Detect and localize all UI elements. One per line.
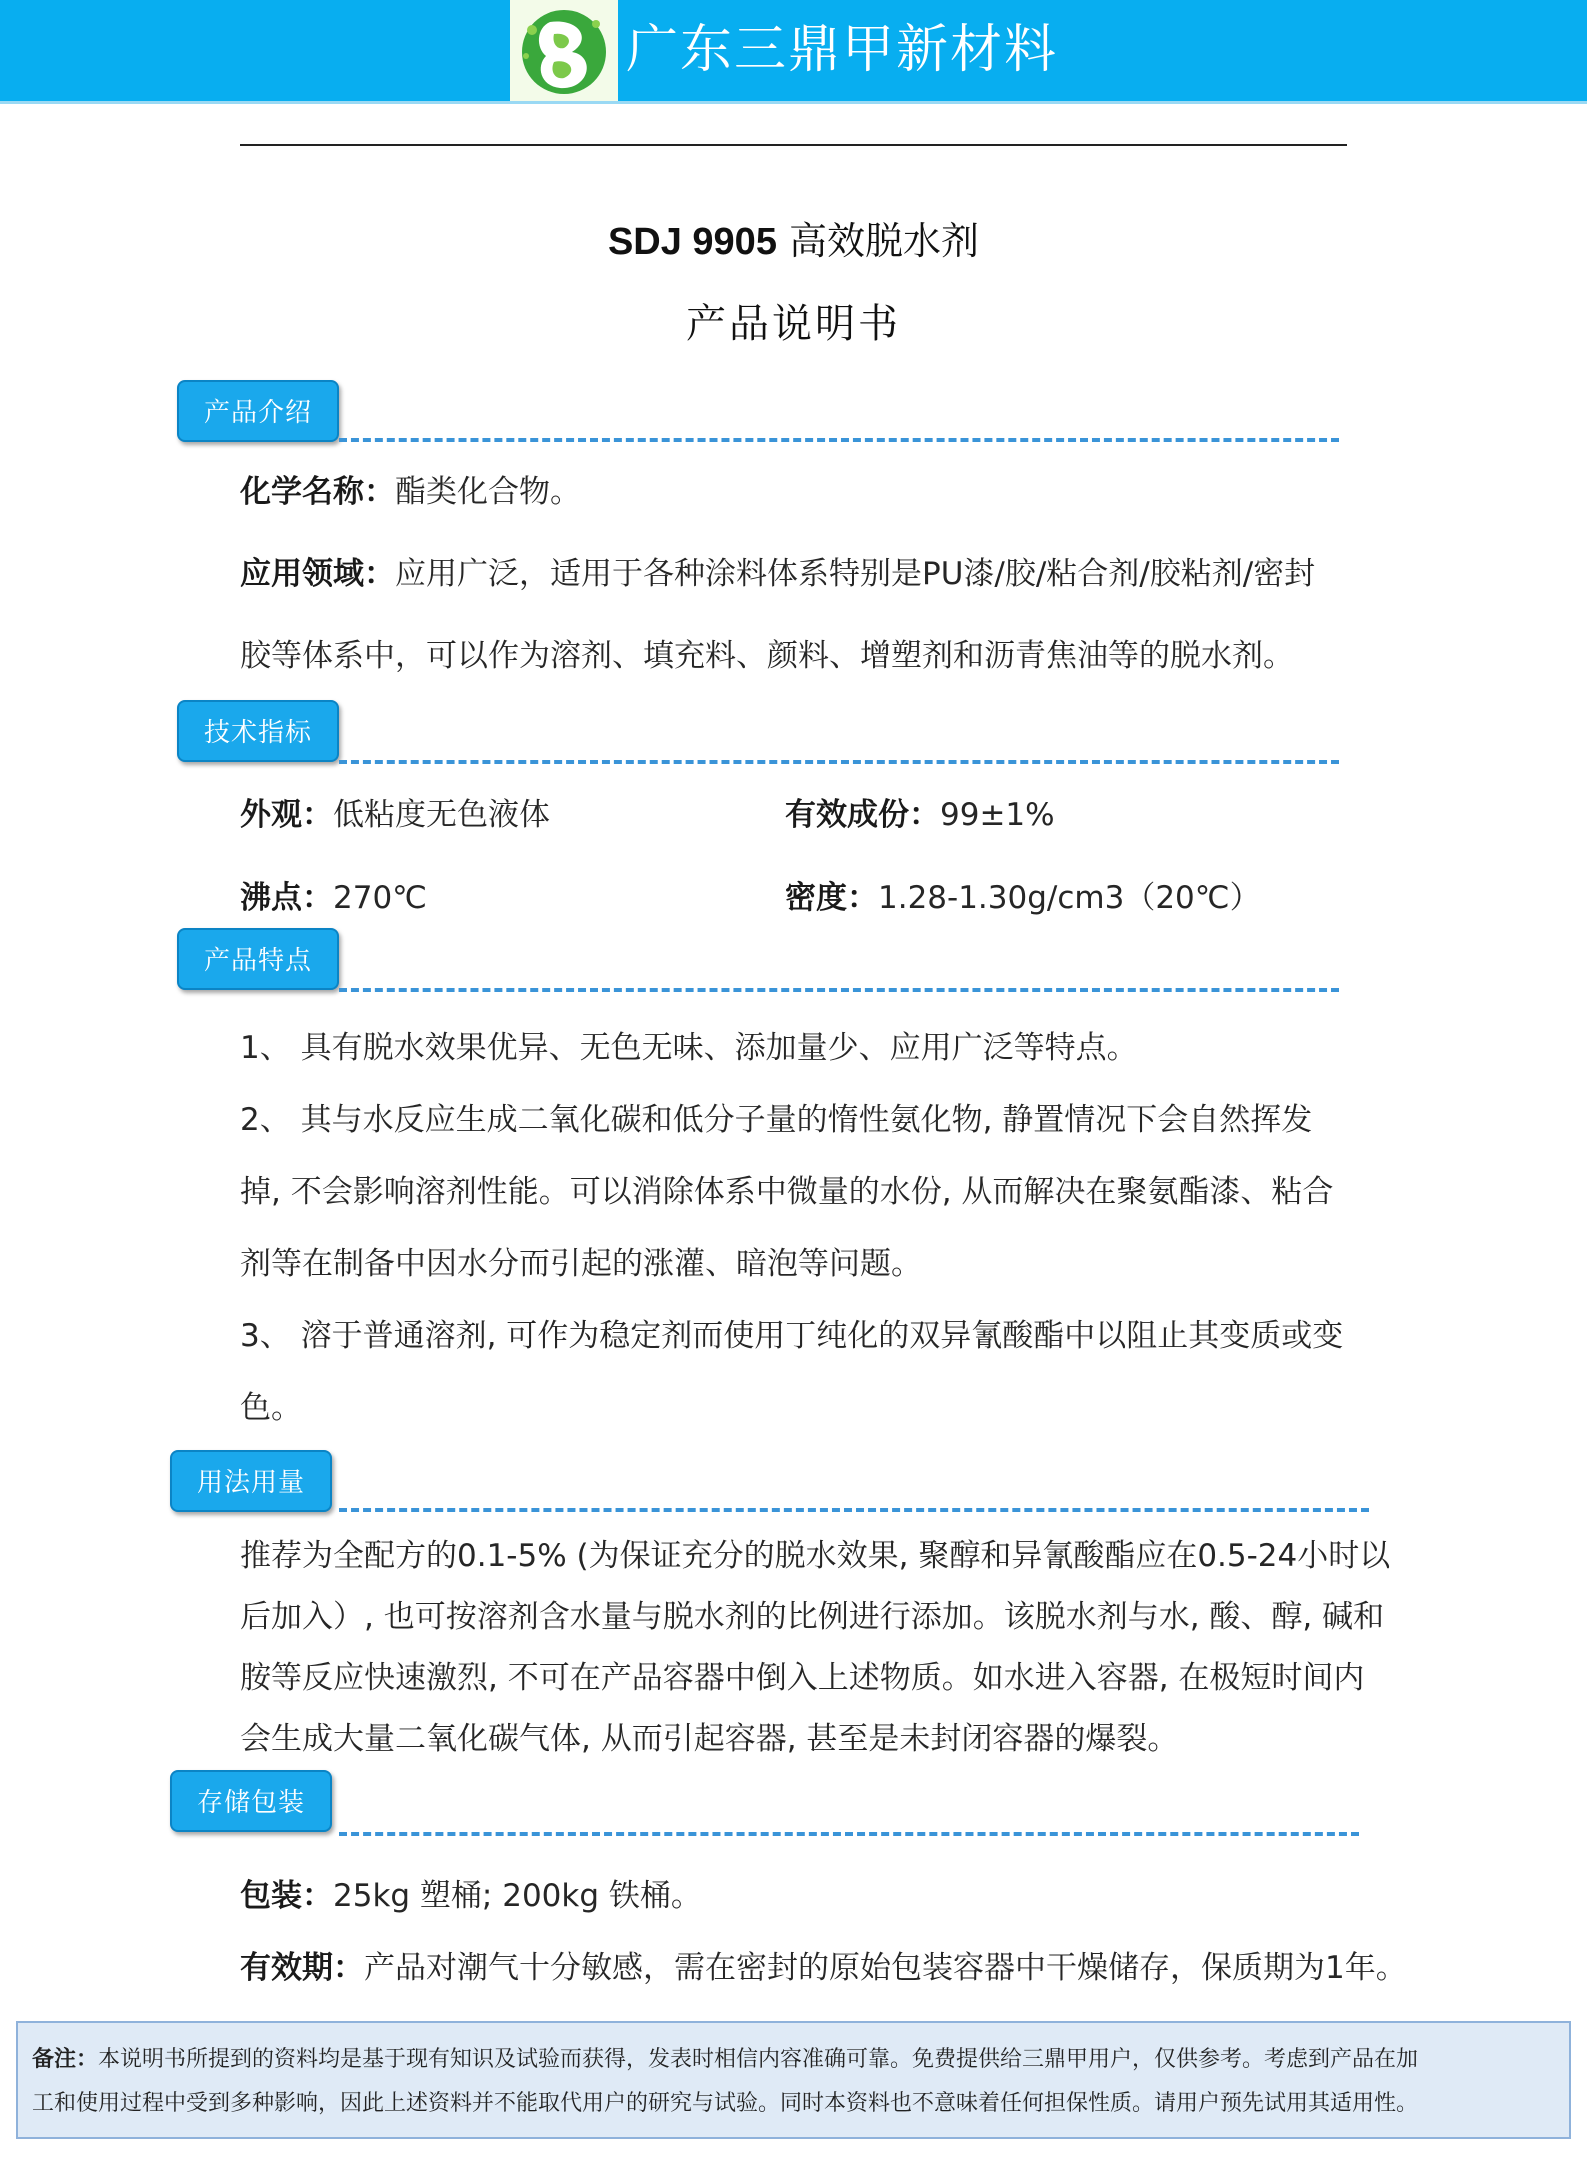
shelf-life-value: 产品对潮气十分敏感，需在密封的原始包装容器中干燥储存，保质期为1年。 [364,1950,1407,1986]
feature-3-line-1: 3、 溶于普通溶剂, 可作为稳定剂而使用丁纯化的双异氰酸酯中以阻止其变质或变 [240,1318,1344,1354]
application-line-2: 胶等体系中，可以作为溶剂、填充料、颜料、增塑剂和沥青焦油等的脱水剂。 [240,638,1294,674]
document-subtitle: 产品说明书 [686,301,901,347]
note-label: 备注： [32,2046,99,2072]
packaging-label: 包装： [240,1878,333,1914]
feature-2-line-3: 剂等在制备中因水分而引起的涨灌、暗泡等问题。 [240,1246,922,1282]
density-label: 密度： [785,880,878,916]
section-divider-usage [339,1508,1369,1512]
usage-line-4: 会生成大量二氧化碳气体, 从而引起容器, 甚至是未封闭容器的爆裂。 [240,1721,1179,1757]
usage-line-1: 推荐为全配方的0.1-5% (为保证充分的脱水效果, 聚醇和异氰酸酯应在0.5-24小时以 [240,1538,1391,1574]
usage-line-2: 后加入）, 也可按溶剂含水量与脱水剂的比例进行添加。该脱水剂与水, 酸、醇, 碱和 [240,1599,1385,1635]
active-content-label: 有效成份： [785,797,940,833]
application-label: 应用领域： [240,556,395,592]
shelf-life-label: 有效期： [240,1950,364,1986]
section-tag-features: 产品特点 [177,928,339,990]
product-code: SDJ 9905 [607,221,777,263]
section-divider-specs [339,760,1339,764]
section-divider-storage [339,1832,1359,1836]
spec-boiling-point [240,872,427,917]
feature-2-line-2: 掉, 不会影响溶剂性能。可以消除体系中微量的水份, 从而解决在聚氨酯漆、粘合 [240,1174,1334,1210]
note-text-1: 本说明书所提到的资料均是基于现有知识及试验而获得，发表时相信内容准确可靠。免费提供给三鼎甲用户，仅供参考。考虑到产品在加 [98,2047,1419,2072]
header-underline [0,101,1587,104]
company-logo [510,0,618,101]
title-rule [240,144,1347,146]
boiling-point-value: 270℃ [333,880,427,916]
application-line-1 [240,548,1315,593]
note-line-2: 工和使用过程中受到多种影响，因此上述资料并不能取代用户的研究与试验。同时本资料也不意味着任何担保性质。请用户预先试用其适用性。 [32,2091,1419,2116]
chemical-name-label: 化学名称： [240,474,395,510]
active-content-value: 99±1% [940,797,1055,833]
section-divider-intro [339,438,1339,442]
density-value: 1.28-1.30g/cm3（20℃） [878,880,1261,916]
section-tag-intro: 产品介绍 [177,380,339,442]
spec-appearance [240,789,550,834]
packaging-value: 25kg 塑桶; 200kg 铁桶。 [333,1878,702,1914]
feature-3-line-2: 色。 [240,1390,302,1426]
brand-name: 广东三鼎甲新材料 [626,20,1059,80]
chemical-name [240,466,581,511]
appearance-label: 外观： [240,797,333,833]
section-tag-specs: 技术指标 [177,700,339,762]
boiling-point-label: 沸点： [240,880,333,916]
chemical-name-value: 酯类化合物。 [395,474,581,510]
section-tag-usage: 用法用量 [170,1450,332,1512]
note-line-1 [32,2037,1553,2082]
appearance-value: 低粘度无色液体 [333,797,550,833]
feature-1: 1、 具有脱水效果优异、无色无味、添加量少、应用广泛等特点。 [240,1030,1138,1066]
packaging [240,1870,702,1915]
product-title [0,210,1587,265]
disclaimer-note [16,2021,1571,2139]
application-value-1: 应用广泛，适用于各种涂料体系特别是PU漆/胶/粘合剂/胶粘剂/密封 [395,556,1316,592]
section-divider-features [339,988,1339,992]
feature-2-line-1: 2、 其与水反应生成二氧化碳和低分子量的惰性氨化物, 静置情况下会自然挥发 [240,1102,1313,1138]
logo-leaf-icon [510,0,618,101]
product-name: 高效脱水剂 [789,219,980,263]
shelf-life [240,1942,1407,1987]
spec-density [785,872,1261,917]
spec-active-content [785,789,1055,834]
section-tag-storage: 存储包装 [170,1770,332,1832]
usage-line-3: 胺等反应快速激烈, 不可在产品容器中倒入上述物质。如水进入容器, 在极短时间内 [240,1660,1365,1696]
